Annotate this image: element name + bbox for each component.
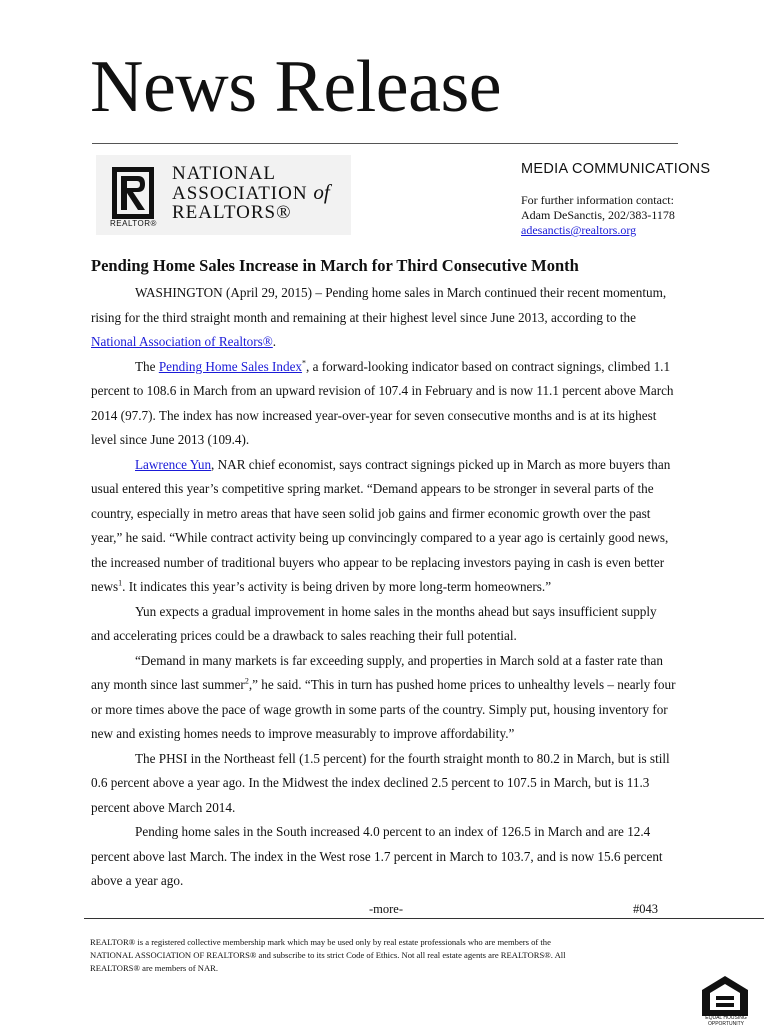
realtor-r-icon xyxy=(112,167,154,219)
paragraph-2: The Pending Home Sales Index*, a forward-looking indicator based on contract signings, climbed 1.1 percent to 108.6 in March from an upward revision of 107.4 in February and is now 11.1 percent above March 2014 (97.7). The index has now increased year-over-year for seven consecutive months and is at its highest level since June 2013 (109.4). xyxy=(91,358,674,447)
logo-realtor-mark: REALTOR® xyxy=(110,219,157,228)
paragraph-3: Lawrence Yun, NAR chief economist, says contract signings picked up in March as more buyers than usual entered this year’s competitive spring market. “Demand appears to be stronger in several parts of the country, especially in metro areas that have seen solid job gains and firmer economic growth over the past year,” he said. “While contract activity being up convincingly compared to a year ago is certainly good news, the increased number of traditional buyers who appear to be replacing investors paying in cash is even better news$^1$. It indicates this year’s activity is being driven by more long-term homeowners.” xyxy=(91,456,671,594)
header-divider xyxy=(92,143,678,144)
contact-block xyxy=(521,193,675,238)
more-indicator: -more- xyxy=(369,902,404,916)
paragraph-1: WASHINGTON (April 29, 2015) – Pending home sales in March continued their recent momentum, rising for the third straight month and remaining at their highest level since June 2013, according to the National Association of Realtors®. xyxy=(91,285,667,349)
realtor-trademark-footnote: REALTOR® is a registered collective membership mark which may be used only by real estate professionals who are members of the NATIONAL ASSOCIATION OF REALTORS® and subscribe to its strict Code of Ethics. Not all real estate agents are REALTORS®. All REALTORS® are members of NAR. xyxy=(90,937,566,973)
paragraph-4: Yun expects a gradual improvement in home sales in the months ahead but says insufficient supply and accelerating prices could be a drawback to sales reaching their full potential. xyxy=(91,603,657,643)
nar-link[interactable]: National Association of Realtors® xyxy=(91,334,273,349)
article-body xyxy=(91,281,677,894)
contact-email-link[interactable]: adesanctis@realtors.org xyxy=(521,223,637,237)
logo-line-3: REALTORS® xyxy=(172,202,292,223)
logo-wordmark xyxy=(172,164,330,222)
logo-line-2: ASSOCIATION of xyxy=(172,180,330,204)
logo-line-1: NATIONAL xyxy=(172,163,277,184)
article-title: Pending Home Sales Increase in March for Third Consecutive Month xyxy=(91,256,579,275)
lawrence-yun-link[interactable]: Lawrence Yun xyxy=(135,456,212,472)
paragraph-7: Pending home sales in the South increased 4.0 percent to an index of 126.5 in March and are 12.4 percent above last March. The index in the West rose 1.7 percent in March to 103.7, and is now 15.6 percent above a year ago. xyxy=(91,824,663,888)
contact-name: Adam DeSanctis, 202/383-1178 xyxy=(521,208,675,222)
phsi-link[interactable]: Pending Home Sales Index xyxy=(158,358,303,374)
nar-logo xyxy=(96,155,351,235)
paragraph-5: “Demand in many markets is far exceeding supply, and properties in March sold at a faster rate than any month since last summer$^2$,” he said. “This in turn has pushed home prices to unhealthy levels – nearly four or more times above the pace of wage growth in some parts of the country. Simply put, housing inventory for new and existing homes needs to improve measurably to improve affordability.” xyxy=(91,652,676,741)
media-communications-label: MEDIA COMMUNICATIONS xyxy=(521,161,711,177)
contact-intro: For further information contact: xyxy=(521,193,674,207)
page-headline: News Release xyxy=(90,46,502,128)
release-number: #043 xyxy=(633,902,658,916)
footer-divider xyxy=(84,918,764,919)
equal-housing-label: EQUAL HOUSING OPPORTUNITY xyxy=(705,1015,747,1027)
paragraph-6: The PHSI in the Northeast fell (1.5 percent) for the fourth straight month to 80.2 in March, but is still 0.6 percent above a year ago. In the Midwest the index declined 2.5 percent to 107.5 in March, but is 11.3 percent above March 2014. xyxy=(91,750,670,815)
